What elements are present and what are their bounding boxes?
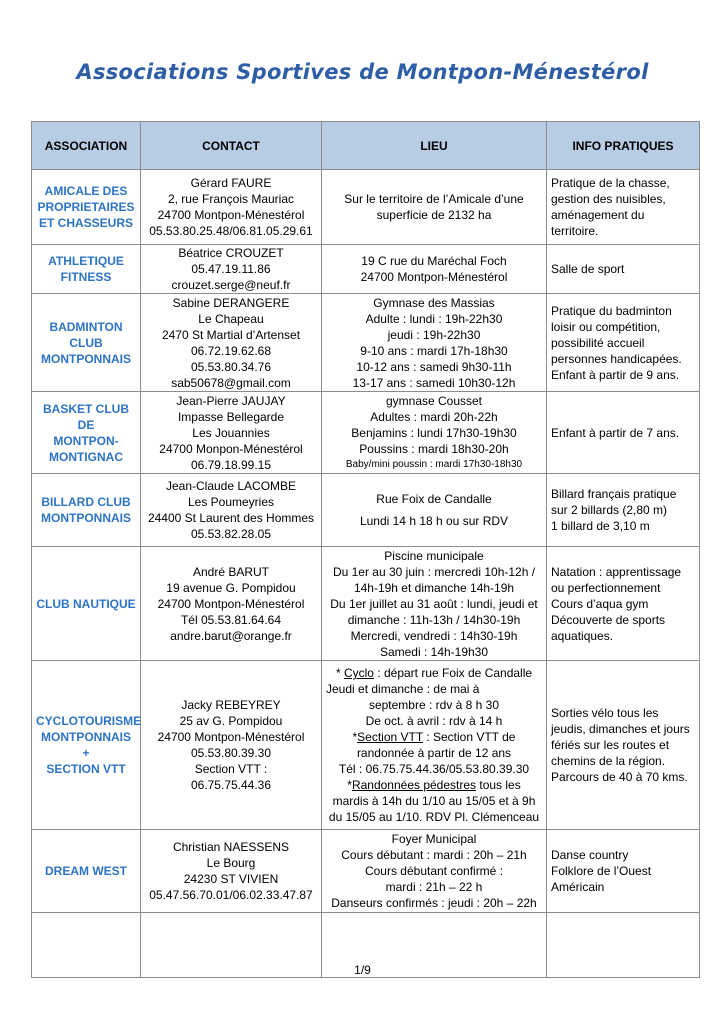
lieu-cell: Foyer Municipal Cours débutant : mardi : 20h – 21h Cours débutant confirmé : mardi : 21h – 22 h Danseurs confirmés : jeudi : 20h – 22h (322, 830, 547, 913)
lieu-cell: Rue Foix de Candalle Lundi 14 h 18 h ou sur RDV (322, 474, 547, 547)
association-cell: AMICALE DES PROPRIETAIRES ET CHASSEURS (32, 170, 141, 245)
contact-cell: Béatrice CROUZET 05.47.19.11.86 crouzet.serge@neuf.fr (141, 245, 322, 294)
table-header-row (32, 122, 700, 170)
contact-cell: Sabine DERANGERE Le Chapeau 2470 St Martial d’Artenset 06.72.19.62.68 05.53.80.34.76 sab50678@gmail.com (141, 294, 322, 392)
contact-cell: Jacky REBEYREY 25 av G. Pompidou 24700 Montpon-Ménestérol 05.53.80.39.30 Section VTT : 06.75.75.44.36 (141, 661, 322, 830)
association-cell: CYCLOTOURISME MONTPONNAIS + SECTION VTT (32, 661, 141, 830)
page-number: 1/9 (354, 963, 371, 977)
associations-table (31, 121, 700, 978)
association-cell: ATHLETIQUE FITNESS (32, 245, 141, 294)
lieu-cell: Piscine municipale Du 1er au 30 juin : mercredi 10h-12h / 14h-19h et dimanche 14h-19h Du 1er juillet au 31 août : lundi, jeudi et dimanche : 11h-13h / 14h30-19h Mercredi, vendredi : 14h30-19h Samedi : 14h-19h30 (322, 547, 547, 661)
contact-cell: André BARUT 19 avenue G. Pompidou 24700 Montpon-Ménestérol Tél 05.53.81.64.64 andre.barut@orange.fr (141, 547, 322, 661)
contact-cell: Jean-Pierre JAUJAY Impasse Bellegarde Les Jouannies 24700 Monpon-Ménestérol 06.79.18.99.15 (141, 392, 322, 474)
association-cell: BADMINTON CLUB MONTPONNAIS (32, 294, 141, 392)
association-cell: DREAM WEST (32, 830, 141, 913)
info-cell: Danse country Folklore de l’Ouest Américain (547, 830, 700, 913)
info-cell: Natation : apprentissage ou perfectionnement Cours d’aqua gym Découverte de sports aquatiques. (547, 547, 700, 661)
table-row (32, 245, 700, 294)
association-cell: CLUB NAUTIQUE (32, 547, 141, 661)
page-title: Associations Sportives de Montpon-Ménestérol (76, 60, 649, 84)
info-cell: Billard français pratique sur 2 billards (2,80 m) 1 billard de 3,10 m (547, 474, 700, 547)
association-cell: BILLARD CLUB MONTPONNAIS (32, 474, 141, 547)
table-row (32, 294, 700, 392)
lieu-cell: * Cyclo : départ rue Foix de Candalle Jeudi et dimanche : de mai à septembre : rdv à 8 h 30 De oct. à avril : rdv à 14 h *Section VTT : Section VTT de randonnée à partir de 12 ans Tél : 06.75.75.44.36/05.53.80.39.30 *Randonnées pédestres tous les mardis à 14h du 1/10 au 15/05 et à 9h du 15/05 au 1/10. RDV Pl. Clémenceau (322, 661, 547, 830)
info-cell: Sorties vélo tous les jeudis, dimanches et jours fériés sur les routes et chemins de la région. Parcours de 40 à 70 kms. (547, 661, 700, 830)
info-cell: Pratique du badminton loisir ou compétition, possibilité accueil personnes handicapées. Enfant à partir de 9 ans. (547, 294, 700, 392)
association-cell: BASKET CLUB DE MONTPON- MONTIGNAC (32, 392, 141, 474)
contact-cell: Gérard FAURE 2, rue François Mauriac 24700 Montpon-Ménestérol 05.53.80.25.48/06.81.05.29.61 (141, 170, 322, 245)
info-cell: Pratique de la chasse, gestion des nuisibles, aménagement du territoire. (547, 170, 700, 245)
lieu-cell: Sur le territoire de l’Amicale d’une superficie de 2132 ha (322, 170, 547, 245)
contact-cell: Jean-Claude LACOMBE Les Poumeyries 24400 St Laurent des Hommes 05.53.82.28.05 (141, 474, 322, 547)
header-contact: CONTACT (141, 122, 322, 170)
header-association: ASSOCIATION (32, 122, 141, 170)
lieu-cell: gymnase Cousset Adultes : mardi 20h-22h Benjamins : lundi 17h30-19h30 Poussins : mardi 18h30-20h Baby/mini poussin : mardi 17h30-18h30 (322, 392, 547, 474)
table-row (32, 392, 700, 474)
table-row (32, 547, 700, 661)
info-cell: Enfant à partir de 7 ans. (547, 392, 700, 474)
table-row (32, 170, 700, 245)
lieu-cell: Gymnase des Massias Adulte : lundi : 19h-22h30 jeudi : 19h-22h30 9-10 ans : mardi 17h-18h30 10-12 ans : samedi 9h30-11h 13-17 ans : samedi 10h30-12h (322, 294, 547, 392)
lieu-cell: 19 C rue du Maréchal Foch 24700 Montpon-Ménestérol (322, 245, 547, 294)
table-row (32, 830, 700, 913)
table-row (32, 474, 700, 547)
info-cell: Salle de sport (547, 245, 700, 294)
table-row (32, 661, 700, 830)
header-info: INFO PRATIQUES (547, 122, 700, 170)
contact-cell: Christian NAESSENS Le Bourg 24230 ST VIVIEN 05.47.56.70.01/06.02.33.47.87 (141, 830, 322, 913)
header-lieu: LIEU (322, 122, 547, 170)
